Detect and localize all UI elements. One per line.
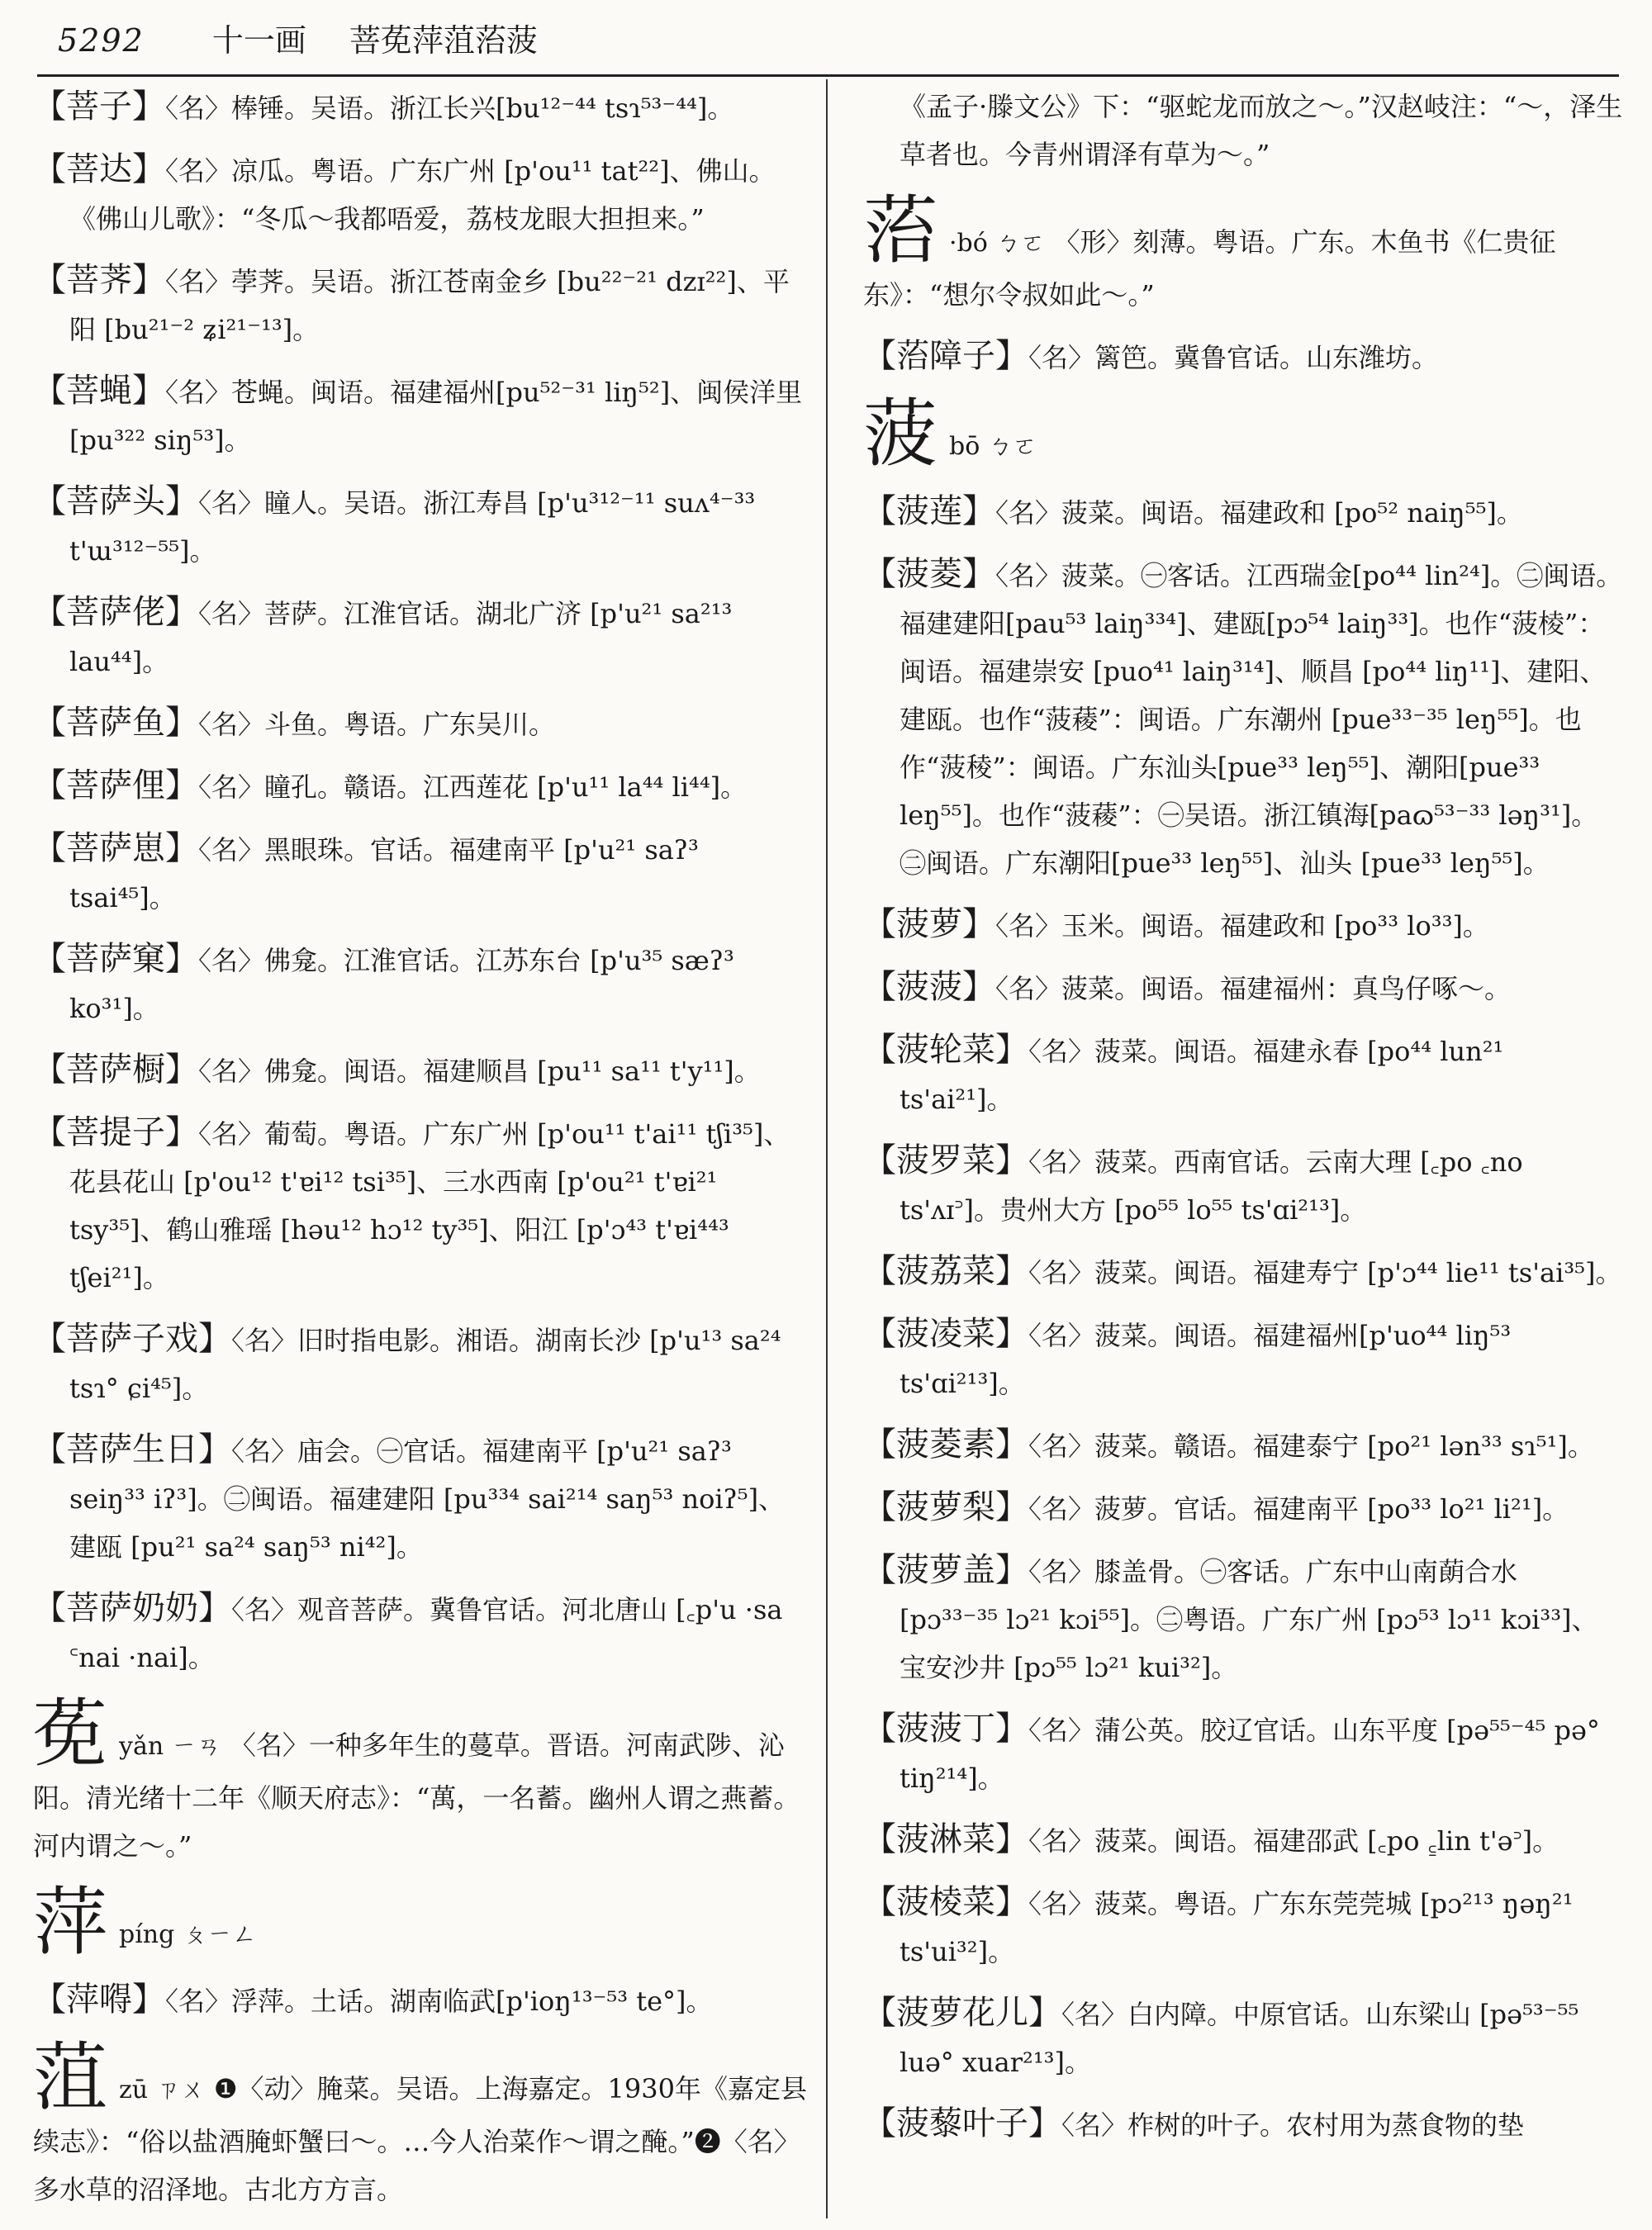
char-entry-bo2 bbox=[863, 391, 1623, 477]
pinyin: zū ㄗㄨ bbox=[119, 2076, 206, 2104]
entry: 【菠菠】〈名〉菠菜。闽语。福建福州：真鸟仔啄～。 bbox=[863, 968, 1512, 1006]
char-entry-zu bbox=[33, 2034, 809, 2213]
entry: 【菩萨鱼】〈名〉斗鱼。粤语。广东吴川。 bbox=[33, 704, 556, 742]
entry: 【菠淋菜】〈名〉菠菜。闽语。福建邵武 [꜀po ꜁lin t'ə꜄]。 bbox=[863, 1820, 1559, 1858]
pinyin: ·bó ㄅㄛ bbox=[949, 229, 1046, 258]
entry: 【菩萨俚】〈名〉瞳孔。赣语。江西莲花 [p'u¹¹ la⁴⁴ li⁴⁴]。 bbox=[33, 766, 748, 804]
column-divider bbox=[826, 79, 828, 2218]
entry: 【菠凌菜】〈名〉菠菜。闽语。福建福州[p'uo⁴⁴ liŋ⁵³ ts'ɑi²¹³]。 bbox=[863, 1315, 1512, 1399]
entry: 【菠罗菜】〈名〉菠菜。西南官话。云南大理 [꜀po ꜀no ts'ʌɪ꜄]。贵州大方 [po⁵⁵ lo⁵⁵ ts'ɑi²¹³]。 bbox=[863, 1141, 1523, 1226]
entry: 【菩蝇】〈名〉苍蝇。闽语。福建福州[pu⁵²⁻³¹ liŋ⁵²]、闽侯洋里 [pu³²² siŋ⁵³]。 bbox=[33, 372, 803, 456]
entry: 【菩子】〈名〉棒锤。吴语。浙江长兴[bu¹²⁻⁴⁴ tsɿ⁵³⁻⁴⁴]。 bbox=[33, 88, 734, 126]
entry: 【菩萨头】〈名〉瞳人。吴语。浙江寿昌 [p'u³¹²⁻¹¹ suʌ⁴⁻³³ t'ɯ³¹²⁻⁵⁵]。 bbox=[33, 482, 756, 567]
entry: 【菩萨橱】〈名〉佛龛。闽语。福建顺昌 [pu¹¹ sa¹¹ t'y¹¹]。 bbox=[33, 1051, 761, 1089]
entry: 【菩荠】〈名〉荸荠。吴语。浙江苍南金乡 [bu²²⁻²¹ dzɪ²²]、平阳 [bu²¹⁻² ʑi²¹⁻¹³]。 bbox=[33, 261, 790, 345]
entry: 【菩达】〈名〉凉瓜。粤语。广东广州 [p'ou¹¹ tat²²]、佛山。《佛山儿歌》：“冬瓜～我都唔爱，荔枝龙眼大担担来。” bbox=[33, 150, 776, 235]
entry: 【菠藜叶子】〈名〉柞树的叶子。农村用为蒸食物的垫 bbox=[863, 2104, 1525, 2142]
page-header bbox=[58, 12, 1619, 69]
entry: 【菠轮菜】〈名〉菠菜。闽语。福建永春 [po⁴⁴ lun²¹ ts'ai²¹]。 bbox=[863, 1031, 1504, 1115]
entry: 【菩萨生日】〈名〉庙会。㊀官话。福建南平 [p'u²¹ saʔ³ seiŋ³³ iʔ³]。㊁闽语。福建建阳 [pu³³⁴ sai²¹⁴ saŋ⁵³ noiʔ⁵]、建瓯 [pu²¹ sa²⁴ saŋ⁵³ ni⁴²]。 bbox=[33, 1431, 786, 1563]
left-column bbox=[33, 83, 809, 2227]
char-entry-yan bbox=[33, 1691, 809, 1870]
char-entry-ping bbox=[33, 1879, 809, 1966]
page-number: 5292 bbox=[58, 22, 145, 59]
definition: 〈名〉一种多年生的蔓草。晋语。河南武陟、沁阳。清光绪十二年《顺天府志》：“萬，一名蓄。幽州人谓之燕蓄。河内谓之～。” bbox=[33, 1729, 800, 1862]
entry: 【菩萨奶奶】〈名〉观音菩萨。冀鲁官话。河北唐山 [꜀p'u ·sa ꜂nai ·nai]。 bbox=[33, 1589, 783, 1673]
definition: 〈形〉刻薄。粤语。广东。木鱼书《仁贵征东》：“想尔令叔如此～。” bbox=[863, 226, 1556, 311]
definition: ❶〈动〉腌菜。吴语。上海嘉定。1930年《嘉定县续志》：“俗以盐酒腌虾蟹曰～。…今人治菜作～谓之醃。”❷〈名〉多水草的沼泽地。古北方方言。 bbox=[33, 2073, 807, 2205]
head-character: 菠 bbox=[863, 391, 938, 477]
header-characters: 菩莬萍菹菭菠 bbox=[349, 22, 538, 59]
pinyin: píng ㄆㄧㄥ bbox=[119, 1920, 257, 1949]
entry: 【菠萝花儿】〈名〉白内障。中原官话。山东梁山 [pə⁵³⁻⁵⁵ luə° xuar²¹³]。 bbox=[863, 1994, 1579, 2078]
char-entry-bo1 bbox=[863, 187, 1623, 319]
entry: 【菠萝盖】〈名〉膝盖骨。㊀客话。广东中山南蓢合水 [pɔ³³⁻³⁵ lɔ²¹ kɔi⁵⁵]。㊁粤语。广东广州 [pɔ⁵³ lɔ¹¹ kɔi³³]、宝安沙井 [pɔ⁵⁵ lɔ²¹ kui³²]。 bbox=[863, 1551, 1598, 1683]
section-title: 十一画 bbox=[211, 22, 306, 59]
entry: 【菩提子】〈名〉葡萄。粤语。广东广州 [p'ou¹¹ t'ai¹¹ tʃi³⁵]、花县花山 [p'ou¹² t'ɐi¹² tsi³⁵]、三水西南 [p'ou²¹ t'ɐi²¹ tsy³⁵]、鹤山雅瑶 [həu¹² hɔ¹² ty³⁵]、阳江 [p'ɔ⁴³ t'ɐi⁴⁴³ tʃei²¹]。 bbox=[33, 1113, 790, 1293]
entry: 【菭障子】〈名〉篱笆。冀鲁官话。山东潍坊。 bbox=[863, 337, 1439, 375]
header-rule bbox=[37, 74, 1619, 77]
entry: 【菠菱】〈名〉菠菜。㊀客话。江西瑞金[po⁴⁴ lin²⁴]。㊁闽语。福建建阳[pau⁵³ laiŋ³³⁴]、建瓯[pɔ⁵⁴ laiŋ³³]。也作“菠棱”：闽语。福建崇安 [puo⁴¹ laiŋ³¹⁴]、顺昌 [po⁴⁴ liŋ¹¹]、建阳、建瓯。也作“菠薐”：闽语。广东潮州 [pue³³⁻³⁵ leŋ⁵⁵]。也作“菠稜”：闽语。广东汕头[pue³³ leŋ⁵⁵]、潮阳[pue³³ leŋ⁵⁵]。也作“菠薐”：㊀吴语。浙江镇海[paɷ⁵³⁻³³ ləŋ³¹]。㊁闽语。广东潮阳[pue³³ leŋ⁵⁵]、汕头 [pue³³ leŋ⁵⁵]。 bbox=[863, 555, 1623, 879]
head-character: 菹 bbox=[33, 2034, 107, 2121]
entry: 【萍嘚】〈名〉浮萍。土话。湖南临武[p'ioŋ¹³⁻⁵³ te°]。 bbox=[33, 1981, 713, 2019]
entry: 【菠荔菜】〈名〉菠菜。闽语。福建寿宁 [p'ɔ⁴⁴ lie¹¹ ts'ai³⁵]。 bbox=[863, 1252, 1622, 1290]
pinyin: yǎn ㄧㄢ bbox=[119, 1732, 221, 1761]
entry: 【菩萨窠】〈名〉佛龛。江淮官话。江苏东台 [p'u³⁵ sæʔ³ ko³¹]。 bbox=[33, 940, 734, 1024]
entry: 【菠菠丁】〈名〉蒲公英。胶辽官话。山东平度 [pə⁵⁵⁻⁴⁵ pə° tiŋ²¹⁴]。 bbox=[863, 1710, 1600, 1794]
pinyin: bō ㄅㄛ bbox=[949, 432, 1037, 461]
head-character: 萍 bbox=[33, 1879, 107, 1966]
entry: 【菠菱素】〈名〉菠菜。赣语。福建泰宁 [po²¹ lən³³ sɿ⁵¹]。 bbox=[863, 1426, 1594, 1464]
entry: 【菩萨崽】〈名〉黑眼珠。官话。福建南平 [p'u²¹ saʔ³ tsai⁴⁵]。 bbox=[33, 829, 699, 913]
entry: 【菠棱菜】〈名〉菠菜。粤语。广东东莞莞城 [pɔ²¹³ ŋəŋ²¹ ts'ui³²]。 bbox=[863, 1883, 1574, 1967]
entry: 【菩萨子戏】〈名〉旧时指电影。湘语。湖南长沙 [p'u¹³ sa²⁴ tsɿ° ɕi⁴⁵]。 bbox=[33, 1320, 781, 1404]
entry: 【菩萨佬】〈名〉菩萨。江淮官话。湖北广济 [p'u²¹ sa²¹³ lau⁴⁴]。 bbox=[33, 593, 733, 677]
entry: 【菠萝】〈名〉玉米。闽语。福建政和 [po³³ lo³³]。 bbox=[863, 905, 1489, 943]
right-column bbox=[863, 83, 1623, 2162]
entry: 【菠萝梨】〈名〉菠萝。官话。福建南平 [po³³ lo²¹ li²¹]。 bbox=[863, 1488, 1569, 1526]
head-character: 莬 bbox=[33, 1691, 107, 1777]
head-character: 菭 bbox=[863, 187, 938, 274]
continued-text: 《孟子·滕文公》下：“驱蛇龙而放之～。”汉赵岐注：“～，泽生草者也。今青州谓泽有草为～。” bbox=[900, 91, 1623, 170]
entry: 【菠莲】〈名〉菠菜。闽语。福建政和 [po⁵² naiŋ⁵⁵]。 bbox=[863, 492, 1523, 530]
